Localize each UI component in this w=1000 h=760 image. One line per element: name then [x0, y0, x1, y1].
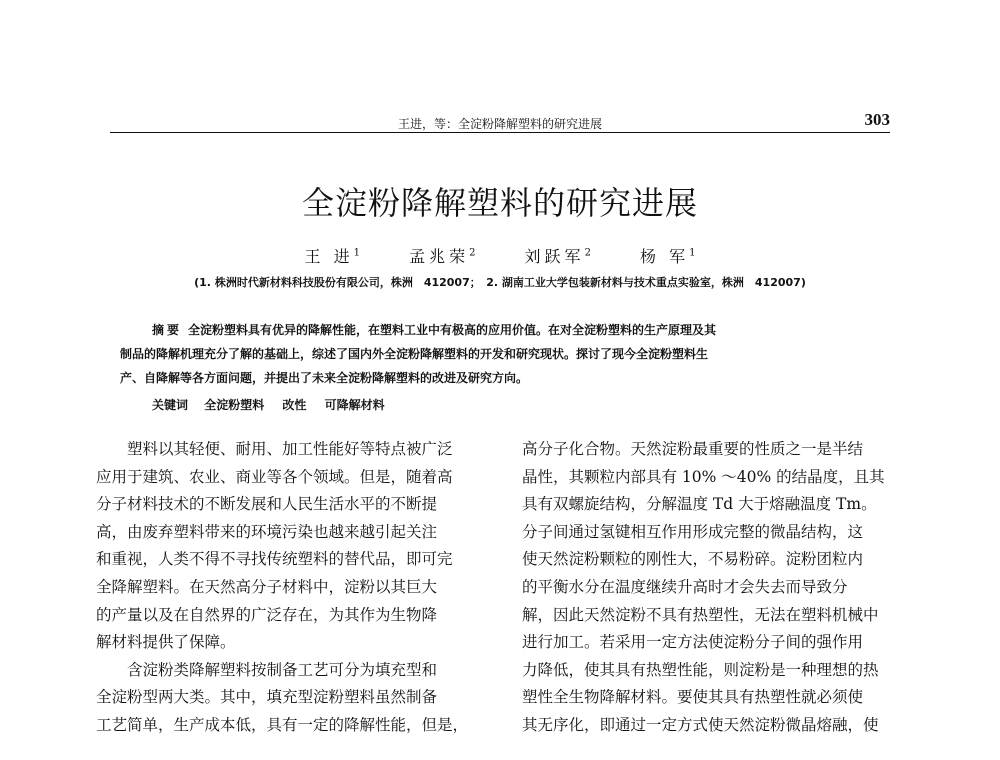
body-line: 应用于建筑、农业、商业等各个领域。但是，随着高 — [96, 467, 453, 486]
body-line: 含淀粉类降解塑料按制备工艺可分为填充型和 — [127, 660, 438, 679]
body-line: 全淀粉型两大类。其中，填充型淀粉塑料虽然制备 — [96, 688, 438, 707]
body-line: 全降解塑料。在天然高分子材料中，淀粉以其巨大 — [96, 577, 438, 596]
keywords-label: 关键词 — [152, 398, 189, 412]
author: 刘跃军$^2$ — [524, 247, 591, 266]
body-line: 的产量以及在自然界的广泛存在，为其作为生物降 — [96, 605, 438, 624]
abstract-label: 摘要 — [152, 323, 183, 337]
body-line: 进行加工。若采用一定方法使淀粉分子间的强作用 — [522, 633, 864, 652]
body-line: 解，因此天然淀粉不具有热塑性，无法在塑料机械中 — [522, 605, 879, 624]
abstract-line: 全淀粉塑料具有优异的降解性能，在塑料工业中有极高的应用价值。在对全淀粉塑料的生产原理及其 — [188, 323, 717, 337]
keyword: 可降解材料 — [324, 398, 385, 412]
author: 杨 军$^1$ — [640, 247, 696, 266]
keyword: 改性 — [282, 398, 307, 412]
body-line: 塑性全生物降解材料。要使其具有热塑性就必须使 — [522, 688, 864, 707]
running-head-title: 王进，等：全淀粉降解塑料的研究进展 — [397, 117, 602, 131]
abstract — [120, 318, 880, 390]
affiliation: (1. 株洲时代新材料科技股份有限公司，株洲 412007； 2. 湖南工业大学包装新材料与技术重点实验室，株洲 412007) — [194, 276, 806, 289]
running-head — [110, 112, 890, 133]
body-line: 力降低，使其具有热塑性能，则淀粉是一种理想的热 — [522, 660, 879, 679]
keywords — [152, 396, 399, 413]
author: 王 进$^1$ — [304, 247, 360, 266]
body-line: 使天然淀粉颗粒的刚性大，不易粉碎。淀粉团粒内 — [522, 550, 864, 569]
body-line: 具有双螺旋结构，分解温度 Td 大于熔融温度 Tm。 — [522, 495, 877, 514]
paper-title: 全淀粉降解塑料的研究进展 — [301, 184, 698, 222]
body-column-left — [96, 436, 488, 740]
body-line: 塑料以其轻便、耐用、加工性能好等特点被广泛 — [127, 440, 453, 458]
body-column-right — [522, 436, 914, 740]
body-line: 晶性，其颗粒内部具有 10% ～40% 的结晶度，且其 — [522, 467, 885, 486]
abstract-line: 制品的降解机理充分了解的基础上，综述了国内外全淀粉降解塑料的开发和研究现状。探讨了现今全淀粉塑料生 — [120, 347, 709, 361]
body-line: 的平衡水分在温度继续升高时才会失去而导致分 — [522, 577, 848, 596]
body-line: 分子间通过氢键相互作用形成完整的微晶结构，这 — [522, 522, 864, 541]
body-line: 解材料提供了保障。 — [96, 633, 236, 652]
body-line: 分子材料技术的不断发展和人民生活水平的不断提 — [96, 495, 438, 514]
abstract-line: 产、自降解等各方面问题，并提出了未来全淀粉降解塑料的改进及研究方向。 — [120, 371, 529, 385]
body-line: 高，由废弃塑料带来的环境污染也越来越引起关注 — [96, 522, 438, 541]
body-line: 工艺简单，生产成本低，具有一定的降解性能，但是， — [96, 715, 469, 734]
author-list — [0, 244, 1000, 267]
body-line: 高分子化合物。天然淀粉最重要的性质之一是半结 — [522, 440, 864, 458]
keyword: 全淀粉塑料 — [204, 398, 265, 412]
body-line: 和重视，人类不得不寻找传统塑料的替代品，即可完 — [96, 550, 453, 569]
page-number: 303 — [864, 110, 890, 129]
body-line: 其无序化，即通过一定方式使天然淀粉微晶熔融，使 — [522, 715, 879, 734]
author: 孟兆荣$^2$ — [409, 247, 476, 266]
